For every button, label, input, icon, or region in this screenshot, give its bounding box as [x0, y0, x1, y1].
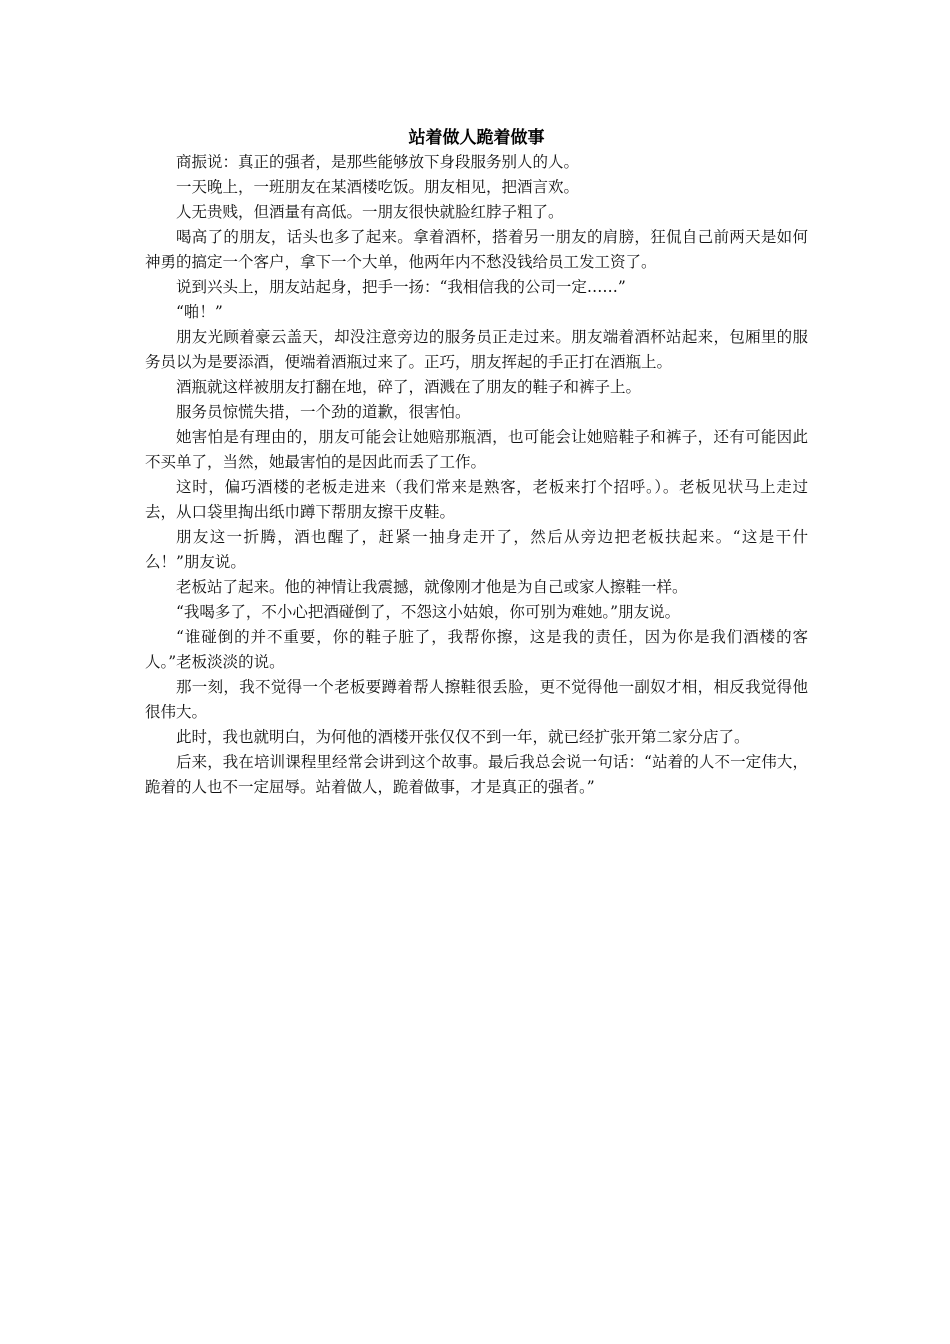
paragraph-11: 这时，偏巧酒楼的老板走进来（我们常来是熟客，老板来打个招呼。）。老板见状马上走过去，从口袋里掏出纸巾蹲下帮朋友擦干皮鞋。: [145, 478, 808, 521]
paragraph-16: 那一刻，我不觉得一个老板要蹲着帮人擦鞋很丢脸，更不觉得他一副奴才相，相反我觉得他很伟大。: [145, 678, 808, 721]
paragraph-17: 此时，我也就明白，为何他的酒楼开张仅仅不到一年，就已经扩张开第二家分店了。: [176, 728, 750, 746]
paragraph-12: 朋友这一折腾，酒也醒了，赶紧一抽身走开了，然后从旁边把老板扶起来。“这是干什么！”朋友说。: [145, 528, 808, 571]
paragraph-1: 商振说：真正的强者，是那些能够放下身段服务别人的人。: [176, 153, 580, 171]
paragraph-7: 朋友光顾着豪云盖天，却没注意旁边的服务员正走过来。朋友端着酒杯站起来，包厢里的服务员以为是要添酒，便端着酒瓶过来了。正巧，朋友挥起的手正打在酒瓶上。: [145, 328, 808, 371]
paragraph-9: 服务员惊慌失措，一个劲的道歉，很害怕。: [176, 403, 471, 421]
document-title: 站着做人跪着做事: [408, 128, 545, 148]
paragraph-2: 一天晚上，一班朋友在某酒楼吃饭。朋友相见，把酒言欢。: [176, 178, 580, 196]
paragraph-4: 喝高了的朋友，话头也多了起来。拿着酒杯，搭着另一朋友的肩膀，狂侃自己前两天是如何神勇的搞定一个客户，拿下一个大单，他两年内不愁没钱给员工发工资了。: [145, 228, 808, 271]
document-body: [145, 126, 808, 800]
paragraph-3: 人无贵贱，但酒量有高低。一朋友很快就脸红脖子粗了。: [176, 203, 564, 221]
paragraph-6: “啪！”: [176, 303, 223, 321]
paragraph-15: “谁碰倒的并不重要，你的鞋子脏了，我帮你擦，这是我的责任，因为你是我们酒楼的客人。”老板淡淡的说。: [145, 628, 808, 671]
paragraph-18: 后来，我在培训课程里经常会讲到这个故事。最后我总会说一句话：“站着的人不一定伟大，跪着的人也不一定屈辱。站着做人，跪着做事，才是真正的强者。”: [145, 753, 808, 796]
paragraph-10: 她害怕是有理由的，朋友可能会让她赔那瓶酒，也可能会让她赔鞋子和裤子，还有可能因此不买单了，当然，她最害怕的是因此而丢了工作。: [145, 428, 808, 471]
paragraph-5: 说到兴头上，朋友站起身，把手一扬：“我相信我的公司一定……”: [176, 278, 626, 296]
paragraph-14: “我喝多了，不小心把酒碰倒了，不怨这小姑娘，你可别为难她。”朋友说。: [176, 603, 681, 621]
paragraph-13: 老板站了起来。他的神情让我震撼，就像刚才他是为自己或家人擦鞋一样。: [176, 578, 688, 596]
paragraph-8: 酒瓶就这样被朋友打翻在地，碎了，酒溅在了朋友的鞋子和裤子上。: [176, 378, 642, 396]
